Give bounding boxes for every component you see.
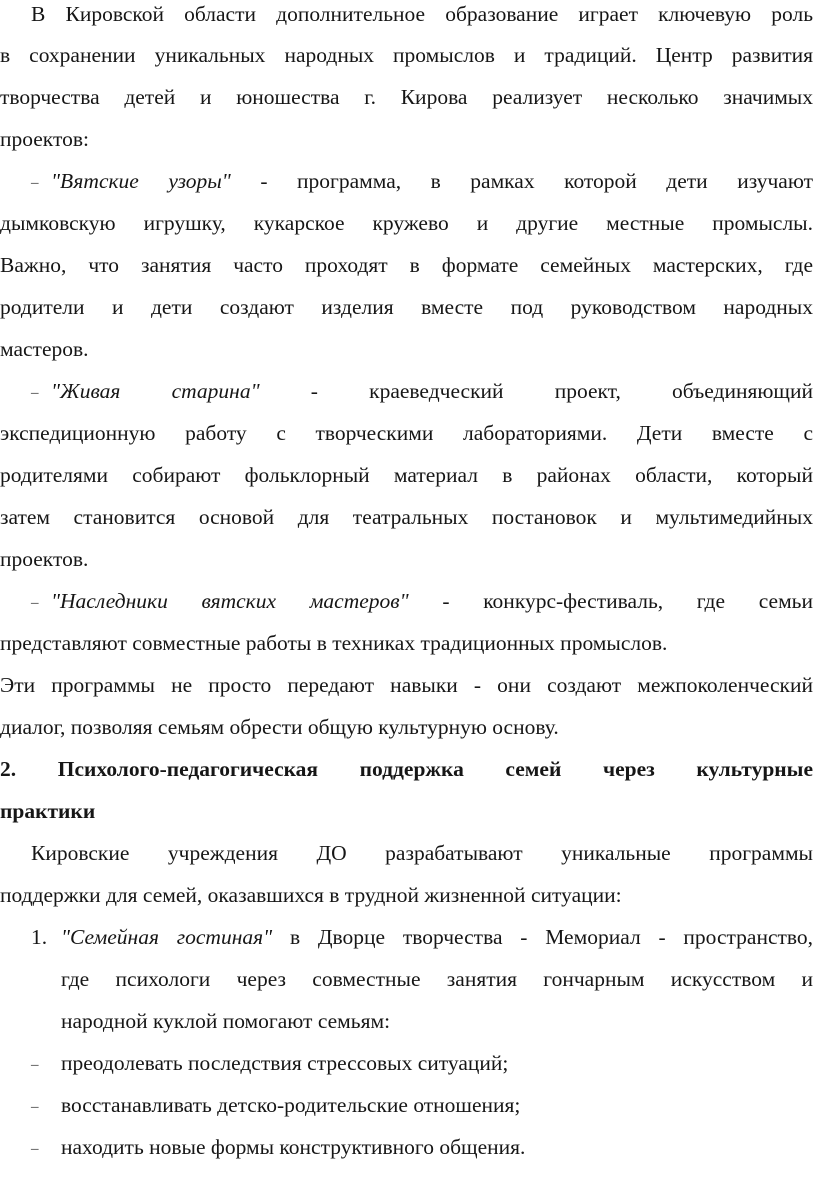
sub-bullet-item <box>31 1091 813 1119</box>
paragraph-1-line-1: В Кировской области дополнительное образование играет ключевую роль <box>31 2 813 26</box>
bullet-text: дымковскую игрушку, кукарское кружево и другие местные промыслы. <box>0 211 813 235</box>
numbered-item-text: в Дворце творчества - Мемориал - пространство, <box>289 925 814 949</box>
section-heading <box>0 755 813 783</box>
summary-line-2: диалог, позволяя семьям обрести общую культурную основу. <box>0 715 559 739</box>
bullet-text: мастеров. <box>0 337 89 361</box>
text-line <box>0 209 813 237</box>
text-line <box>0 251 813 279</box>
bullet-text: Важно, что занятия часто проходят в формате семейных мастерских, где <box>0 253 813 277</box>
text-line <box>0 713 813 741</box>
dash-bullet-icon: – <box>31 1099 39 1116</box>
dash-bullet-icon: – <box>31 175 39 192</box>
text-line <box>0 545 813 573</box>
bullet-text: родителями собирают фольклорный материал в районах области, который <box>0 463 813 487</box>
sub-bullet-text: находить новые формы конструктивного общения. <box>61 1135 526 1159</box>
paragraph-1-line-3: творчества детей и юношества г. Кирова реализует несколько значимых <box>0 85 813 109</box>
text-line <box>0 671 813 699</box>
sub-bullet-text: восстанавливать детско-родительские отношения; <box>61 1093 521 1117</box>
bullet-text: родители и дети создают изделия вместе под руководством народных <box>0 295 813 319</box>
dash-bullet-icon: – <box>31 595 39 612</box>
text-line <box>0 335 813 363</box>
section-heading-line-1: 2. Психолого-педагогическая поддержка семей через культурные <box>0 757 813 781</box>
bullet-text: представляют совместные работы в техниках традиционных промыслов. <box>0 631 668 655</box>
paragraph-1-line-4: проектов: <box>0 127 89 151</box>
project-title-vyatskie: "Вятские узоры" <box>51 169 231 193</box>
separator: - <box>260 169 268 193</box>
numbered-item-text: где психологи через совместные занятия гончарным искусством и <box>61 967 813 991</box>
paragraph-1-line-2: в сохранении уникальных народных промыслов и традиций. Центр развития <box>0 43 813 67</box>
text-line <box>0 461 813 489</box>
section-heading-line-2: практики <box>0 799 96 823</box>
numbered-item-text: народной куклой помогают семьям: <box>61 1009 391 1033</box>
bullet-text: экспедиционную работу с творческими лабораториями. Дети вместе с <box>0 421 813 445</box>
bullet-text: программа, в рамках которой дети изучают <box>297 169 814 193</box>
dash-bullet-icon: – <box>31 1057 39 1074</box>
text-line <box>0 83 813 111</box>
text-line <box>0 419 813 447</box>
text-line <box>31 0 813 28</box>
dash-bullet-icon: – <box>31 1141 39 1158</box>
bullet-item-zhivaya-starina <box>31 377 813 405</box>
text-line <box>0 629 813 657</box>
bullet-text: затем становится основой для театральных постановок и мультимедийных <box>0 505 813 529</box>
text-line <box>0 881 813 909</box>
bullet-text: краеведческий проект, объединяющий <box>369 379 813 403</box>
bullet-item-nasledniki <box>31 587 813 615</box>
project-title-gostinaya: "Семейная гостиная" <box>61 925 273 949</box>
sub-bullet-text: преодолевать последствия стрессовых ситуаций; <box>61 1051 509 1075</box>
bullet-text: проектов. <box>0 547 89 571</box>
sub-bullet-item <box>31 1049 813 1077</box>
paragraph-2-line-2: поддержки для семей, оказавшихся в трудной жизненной ситуации: <box>0 883 622 907</box>
bullet-item-vyatskie-uzory <box>31 167 813 195</box>
project-title-nasledniki: "Наследники вятских мастеров" <box>51 589 409 613</box>
separator: - <box>442 589 450 613</box>
text-line <box>0 293 813 321</box>
text-line <box>0 503 813 531</box>
text-line <box>0 125 813 153</box>
summary-line-1: Эти программы не просто передают навыки - они создают межпоколенческий <box>0 673 813 697</box>
list-number: 1. <box>31 925 48 949</box>
section-heading <box>0 797 813 825</box>
text-line <box>0 41 813 69</box>
project-title-zhivaya: "Живая старина" <box>51 379 260 403</box>
numbered-item-1 <box>31 923 813 951</box>
paragraph-2-line-1: Кировские учреждения ДО разрабатывают уникальные программы <box>31 841 813 865</box>
separator: - <box>310 379 318 403</box>
text-line <box>61 965 813 993</box>
sub-bullet-item <box>31 1133 813 1161</box>
bullet-text: конкурс-фестиваль, где семьи <box>483 589 813 613</box>
dash-bullet-icon: – <box>31 385 39 402</box>
text-line <box>61 1007 813 1035</box>
text-line <box>31 839 813 867</box>
